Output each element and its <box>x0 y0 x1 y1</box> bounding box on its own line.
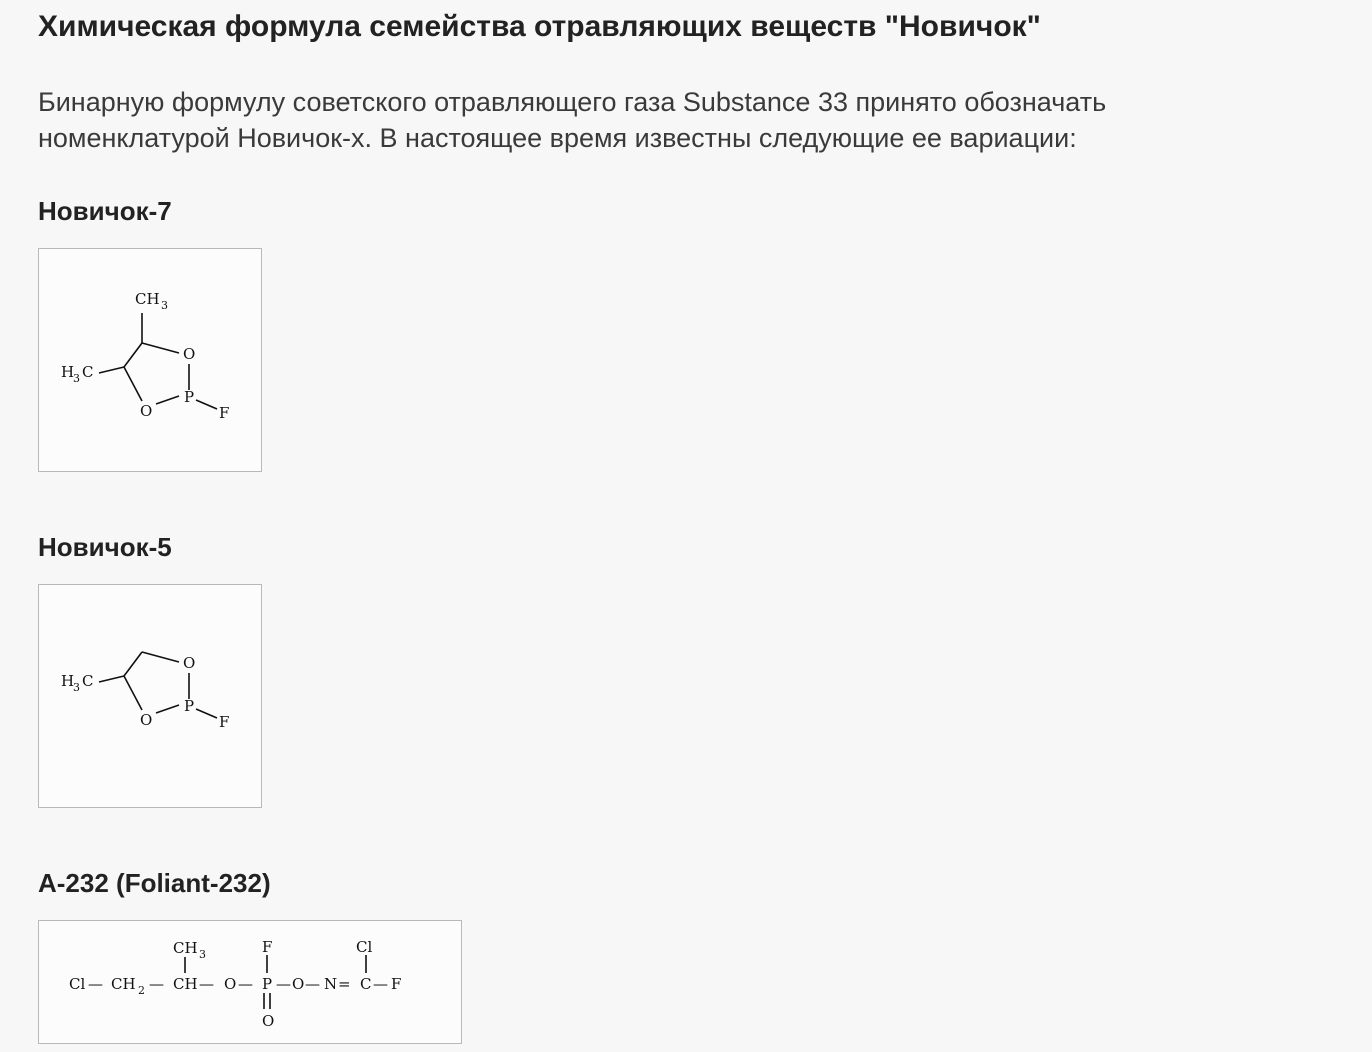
ch3-label: CH <box>135 290 160 308</box>
phosphorus-label: P <box>184 697 195 715</box>
bond-dash-7: — <box>373 975 388 993</box>
bond-dash-2: — <box>149 975 164 993</box>
ch2-label: CH <box>111 975 136 993</box>
h3c-label-h: H <box>61 672 75 690</box>
h3c-label-h: H <box>61 363 75 381</box>
oxygen-label-1: O <box>224 975 237 993</box>
oxygen-label-2: O <box>292 975 305 993</box>
bond-dash-3: — <box>199 975 214 993</box>
section-heading-novichok-5: Новичок-5 <box>38 532 172 562</box>
oxygen-label-lower: O <box>140 402 153 420</box>
carbon-label: C <box>360 975 372 993</box>
intro-line-1: Бинарную формулу советского отравляющего газа Substance 33 принято обозначать <box>38 87 1107 117</box>
fluorine-label-top: F <box>262 938 273 956</box>
ch3-subscript: 3 <box>199 948 206 961</box>
structure-novichok-5-drawing <box>39 585 260 806</box>
phosphorus-label: P <box>184 388 195 406</box>
oxygen-label-upper: O <box>183 654 196 672</box>
structure-novichok-7-drawing <box>39 249 260 470</box>
section-heading-novichok-7: Новичок-7 <box>38 196 172 226</box>
fluorine-label: F <box>219 404 230 422</box>
page-title: Химическая формула семейства отравляющих веществ "Новичок" <box>38 10 1041 43</box>
ch2-subscript: 2 <box>138 984 145 997</box>
nitrogen-label: N <box>324 975 338 993</box>
bond-dash-1: — <box>88 975 103 993</box>
section-heading-a-232: A-232 (Foliant-232) <box>38 868 271 898</box>
chlorine-label-left: Cl <box>69 975 86 993</box>
ch3-subscript: 3 <box>161 299 168 312</box>
bond-dash-6: — <box>305 975 320 993</box>
ch-label: CH <box>173 975 198 993</box>
structure-a-232 <box>38 920 462 1044</box>
bond-dash-4: — <box>238 975 253 993</box>
oxygen-label-lower: O <box>140 711 153 729</box>
double-bond: = <box>338 975 351 993</box>
oxygen-label-bottom: O <box>262 1012 275 1030</box>
h3c-subscript: 3 <box>73 372 80 385</box>
oxygen-label-upper: O <box>183 345 196 363</box>
h3c-label-c: C <box>82 363 94 381</box>
fluorine-label-right: F <box>391 975 402 993</box>
chlorine-label-top: Cl <box>356 938 373 956</box>
structure-novichok-7 <box>38 248 262 472</box>
fluorine-label: F <box>219 713 230 731</box>
h3c-label-c: C <box>82 672 94 690</box>
structure-novichok-5 <box>38 584 262 808</box>
phosphorus-label: P <box>262 975 273 993</box>
intro-line-2: номенклатурой Новичок-х. В настоящее время известны следующие ее вариации: <box>38 123 1077 153</box>
h3c-subscript: 3 <box>73 681 80 694</box>
ch3-label: CH <box>173 939 198 957</box>
structure-a-232-drawing <box>39 921 460 1042</box>
intro-paragraph <box>38 84 1258 156</box>
bond-dash-5: — <box>276 975 291 993</box>
